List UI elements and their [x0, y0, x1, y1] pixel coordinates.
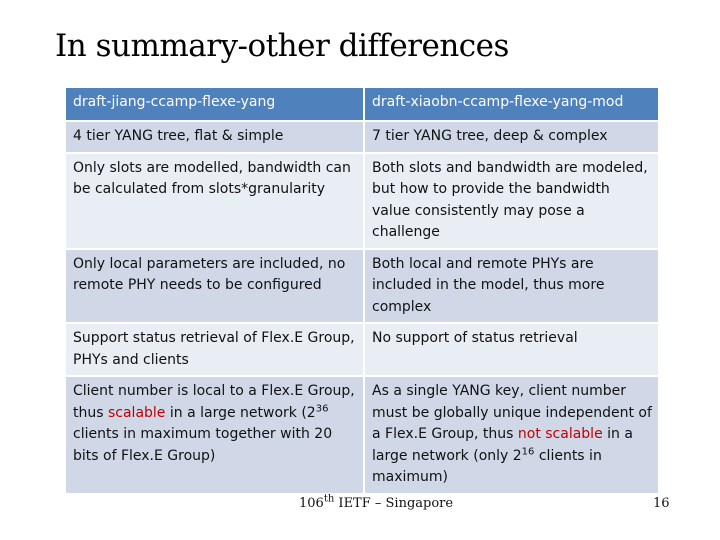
- cell-right: No support of status retrieval: [365, 324, 658, 375]
- cell-text: As a single YANG key, client number must be globally unique independent of a Flex.E Group, thus: [372, 383, 652, 442]
- exponent: 36: [315, 402, 329, 414]
- footer-event-name: IETF – Singapore: [334, 496, 454, 511]
- footer-ordinal: 106: [299, 496, 324, 511]
- cell-left: Support status retrieval of Flex.E Group, PHYs and clients: [66, 324, 363, 375]
- page-number: 16: [653, 496, 670, 511]
- highlight-text: not scalable: [517, 426, 603, 442]
- header-cell-right: draft-xiaobn-ccamp-flexe-yang-mod: [365, 88, 658, 120]
- cell-left: Only slots are modelled, bandwidth can be calculated from slots*granularity: [66, 154, 363, 248]
- cell-right: Both local and remote PHYs are included in the model, thus more complex: [365, 250, 658, 323]
- highlight-text: scalable: [107, 404, 166, 421]
- cell-text: in a large network (only 2: [372, 426, 633, 464]
- footer-ordinal-suffix: th: [323, 493, 335, 505]
- cell-left: 4 tier YANG tree, flat & simple: [66, 122, 363, 152]
- header-cell-left: draft-jiang-ccamp-flexe-yang: [66, 88, 363, 120]
- cell-text: in a large network (2: [165, 404, 316, 421]
- cell-right: [365, 377, 658, 493]
- table-header-row: [66, 88, 658, 120]
- cell-text: clients in maximum together with 20 bits of Flex.E Group): [73, 426, 333, 464]
- cell-text: Client number is local to a Flex.E Group, thus: [73, 383, 355, 421]
- cell-left: Only local parameters are included, no remote PHY needs to be configured: [66, 250, 363, 323]
- table-row: [66, 122, 658, 152]
- slide-title: In summary-other differences: [55, 28, 509, 64]
- cell-right: 7 tier YANG tree, deep & complex: [365, 122, 658, 152]
- cell-right: Both slots and bandwidth are modeled, but how to provide the bandwidth value consistently may pose a challenge: [365, 154, 658, 248]
- cell-left: [66, 377, 363, 493]
- exponent: 16: [521, 445, 535, 457]
- footer-event: [299, 493, 454, 511]
- table-row: [66, 377, 658, 493]
- table-row: [66, 154, 658, 248]
- comparison-table: [64, 86, 660, 495]
- table-row: [66, 250, 658, 323]
- table-row: [66, 324, 658, 375]
- cell-text: clients in maximum): [372, 447, 602, 485]
